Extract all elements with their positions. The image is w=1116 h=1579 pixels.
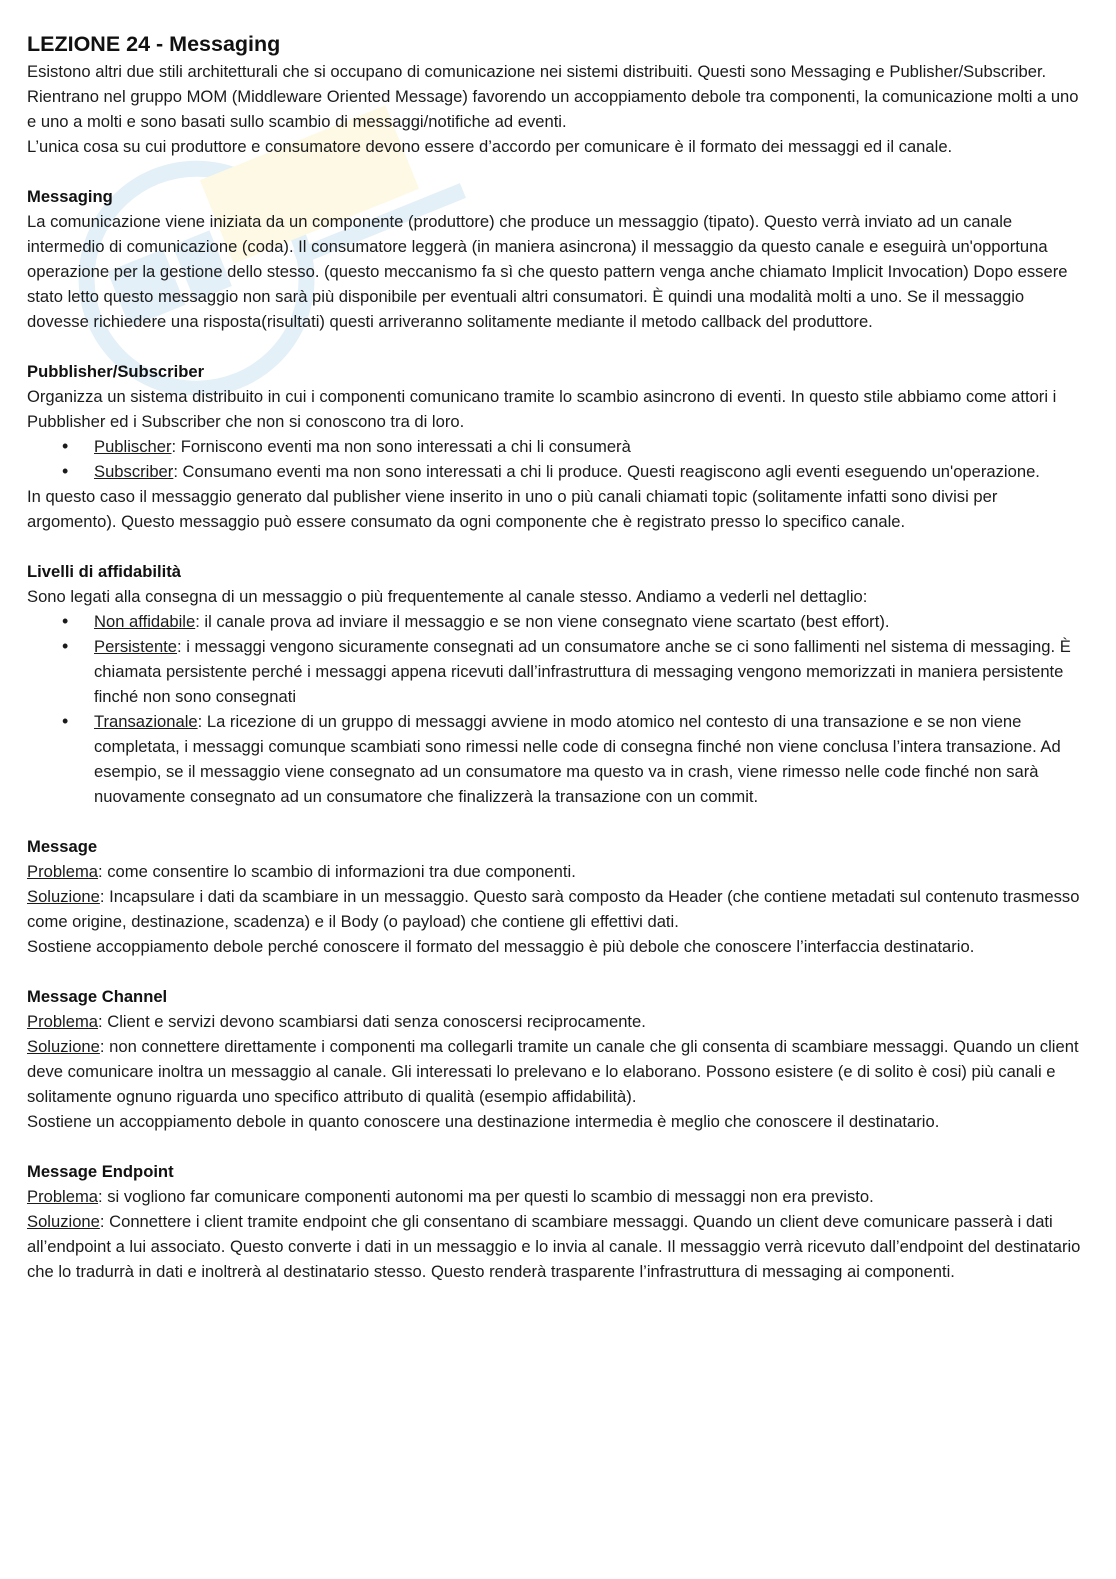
problem-text: : come consentire lo scambio di informazioni tra due componenti. [98,862,576,881]
message-extra: Sostiene accoppiamento debole perché conoscere il formato del messaggio è più debole che conoscere l’interfaccia destinatario. [27,937,975,956]
problem-text: : Client e servizi devono scambiarsi dati senza conoscersi reciprocamente. [98,1012,646,1031]
intro-paragraph-2: L’unica cosa su cui produttore e consumatore devono essere d’accordo per comunicare è il formato dei messaggi ed il canale. [27,137,953,156]
list-item-term: Persistente [94,637,178,656]
page-title: LEZIONE 24 - Messaging [27,32,281,56]
reliability-paragraph: Sono legati alla consegna di un messaggio o più frequentemente al canale stesso. Andiamo a vederli nel dettaglio: [27,587,868,606]
channel-extra: Sostiene un accoppiamento debole in quanto conoscere una destinazione intermedia è meglio che conoscere il destinatario. [27,1112,940,1131]
solution-label: Soluzione [27,1037,100,1056]
channel-solution [27,1034,1089,1109]
list-item [94,459,1089,484]
pubsub-after-paragraph: In questo caso il messaggio generato dal publisher viene inserito in uno o più canali chiamati topic (solitamente infatti sono divisi per argomento). Questo messaggio può essere consumato da ogni componente che è registrato presso lo specifico canale. [27,487,998,531]
messaging-paragraph: La comunicazione viene iniziata da un componente (produttore) che produce un messaggio (tipato). Questo verrà inviato ad un canale intermedio di comunicazione (coda). Il consumatore leggerà (in maniera asincrona) il messaggio da questo canale e eseguirà un'opportuna operazione per la gestione dello stesso. (questo meccanismo fa sì che questo pattern venga anche chiamato Implicit Invocation) Dopo essere stato letto questo messaggio non sarà più disponibile per eventuali altri consumatori. È quindi una modalità molti a uno. Se il messaggio dovesse richiedere una risposta(risultati) questi arriveranno solitamente mediante il metodo callback del produttore. [27,212,1068,331]
list-item [94,709,1089,809]
endpoint-solution [27,1209,1089,1284]
solution-label: Soluzione [27,887,100,906]
reliability-heading: Livelli di affidabilità [27,562,181,581]
list-item-desc: : Consumano eventi ma non sono interessati a chi li produce. Questi reagiscono agli eventi eseguendo un'operazione. [173,462,1040,481]
solution-text: : Connettere i client tramite endpoint che gli consentano di scambiare messaggi. Quando un client deve comunicare passerà i dati all’endpoint a lui associato. Questo converte i dati in un messaggio e lo invia al canale. Il messaggio verrà ricevuto dall’endpoint del destinatario che lo tradurrà in dati e inoltrerà al destinatario stesso. Questo renderà trasparente l’infrastruttura di messaging ai componenti. [27,1212,1081,1281]
solution-text: : Incapsulare i dati da scambiare in un messaggio. Questo sarà composto da Header (che contiene metadati sul contenuto trasmesso come origine, destinazione, scadenza) e il Body (o payload) che contiene gli effettivi dati. [27,887,1080,931]
endpoint-heading: Message Endpoint [27,1162,174,1181]
list-item-desc: : il canale prova ad inviare il messaggio e se non viene consegnato viene scartato (best effort). [195,612,890,631]
pubsub-paragraph: Organizza un sistema distribuito in cui i componenti comunicano tramite lo scambio asincrono di eventi. In questo stile abbiamo come attori i Pubblisher ed i Subscriber che non si conoscono tra di loro. [27,387,1057,431]
list-item [94,634,1089,709]
channel-heading: Message Channel [27,987,168,1006]
message-solution [27,884,1089,934]
document-content [27,30,1089,1284]
list-item [94,434,1089,459]
intro-paragraph-1: Esistono altri due stili architetturali che si occupano di comunicazione nei sistemi distribuiti. Questi sono Messaging e Publisher/Subscriber. Rientrano nel gruppo MOM (Middleware Oriented Message) favorendo un accoppiamento debole tra componenti, la comunicazione molti a uno e uno a molti e sono basati sullo scambio di messaggi/notifiche ad eventi. [27,62,1079,131]
list-item [94,609,1089,634]
reliability-list [27,609,1089,809]
problem-label: Problema [27,862,99,881]
list-item-desc: : i messaggi vengono sicuramente consegnati ad un consumatore anche se ci sono fallimenti nel sistema di messaging. È chiamata persistente perché i messaggi appena ricevuti dall’infrastruttura di messaging vengono memorizzati in maniera persistente finché non sono consegnati [94,637,1071,706]
pubsub-list [27,434,1089,484]
solution-label: Soluzione [27,1212,100,1231]
list-item-desc: : La ricezione di un gruppo di messaggi avviene in modo atomico nel contesto di una transazione e se non viene completata, i messaggi comunque scambiati sono rimessi nelle code di consegna finché non viene conclusa l’intera transazione. Ad esempio, se il messaggio viene consegnato ad un consumatore ma questo va in crash, viene rimesso nelle code finché non sarà nuovamente consegnato ad un consumatore che finalizzerà la transazione con un commit. [94,712,1061,806]
endpoint-problem [27,1184,1089,1209]
solution-text: : non connettere direttamente i componenti ma collegarli tramite un canale che gli consenta di scambiare messaggi. Quando un client deve comunicare inoltra un messaggio al canale. Gli interessati lo prelevano e lo elaborano. Possono esistere (e di solito è cosi) più canali e solitamente ognuno riguarda uno specifico attributo di qualità (esempio affidabilità). [27,1037,1079,1106]
list-item-term: Subscriber [94,462,174,481]
messaging-heading: Messaging [27,187,113,206]
list-item-desc: : Forniscono eventi ma non sono interessati a chi li consumerà [171,437,631,456]
problem-label: Problema [27,1187,99,1206]
channel-problem [27,1009,1089,1034]
problem-text: : si vogliono far comunicare componenti autonomi ma per questi lo scambio di messaggi non era previsto. [98,1187,874,1206]
list-item-term: Transazionale [94,712,198,731]
list-item-term: Non affidabile [94,612,196,631]
message-heading: Message [27,837,98,856]
pubsub-heading: Pubblisher/Subscriber [27,362,205,381]
message-problem [27,859,1089,884]
problem-label: Problema [27,1012,99,1031]
list-item-term: Publischer [94,437,172,456]
